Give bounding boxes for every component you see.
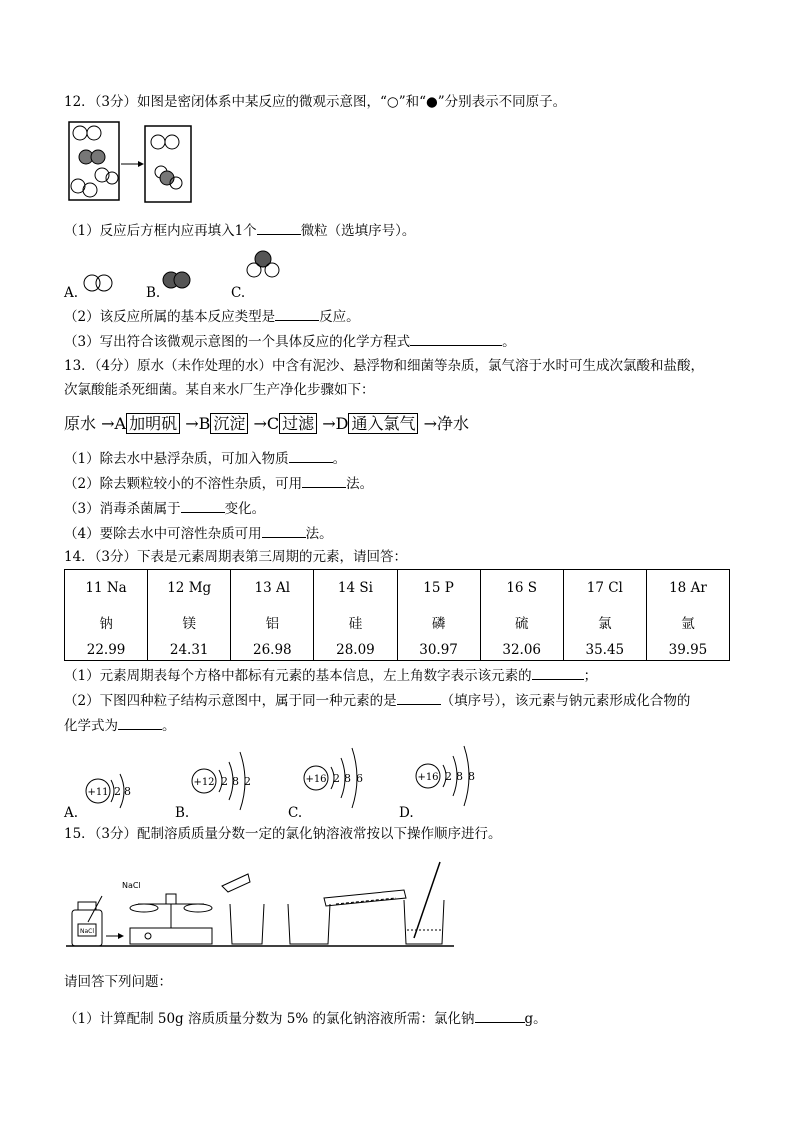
q13-sub3-end: 变化。 xyxy=(224,501,266,517)
q14-sub1-blank[interactable] xyxy=(532,667,584,680)
element-mass: 26.98 xyxy=(252,642,292,658)
element-name: 氩 xyxy=(681,616,695,632)
atom-c-shell-1: 2 xyxy=(333,772,340,785)
element-cell-p xyxy=(397,570,480,661)
flow-arrow: → xyxy=(185,414,199,433)
q12-sub1 xyxy=(64,222,415,239)
q13-sub4-text: （4）要除去水中可溶性杂质可用 xyxy=(64,526,262,542)
element-cell-ar xyxy=(646,570,729,661)
atom-d-shell-3: 8 xyxy=(468,770,475,783)
q12-option-c-label: C. xyxy=(231,285,246,301)
flow-label-b: B xyxy=(198,414,211,433)
flow-arrow: → xyxy=(253,414,267,433)
q12-sub2 xyxy=(64,308,360,325)
q14-sub2-text: （2）下图四种粒子结构示意图中，属于同一种元素的是 xyxy=(64,693,397,709)
q12-sub3 xyxy=(64,333,516,350)
element-cell-cl xyxy=(563,570,646,661)
q13-stem-line1: 13．（4分）原水（未作处理的水）中含有泥沙、悬浮物和细菌等杂质，氯气溶于水时可生成次氯酸和盐酸， xyxy=(64,358,705,374)
periodic-table-period-3 xyxy=(64,569,730,661)
q12-option-c-molecule xyxy=(244,248,284,280)
q12-sub1-blank[interactable] xyxy=(257,222,301,235)
atom-a-nucleus: +11 xyxy=(87,787,109,798)
q14-stem: 14．（3分）下表是元素周期表第三周期的元素，请回答： xyxy=(64,549,408,565)
atom-d-nucleus: +16 xyxy=(417,772,439,783)
q14-sub2-mid: （填序号），该元素与钠元素形成化合物的 xyxy=(440,693,691,709)
q13-sub1-blank[interactable] xyxy=(289,450,333,463)
q13-process-flow xyxy=(64,414,469,433)
flow-label-a: A xyxy=(114,414,127,433)
q13-sub3 xyxy=(64,500,265,517)
flow-step-d: 通入氯气 xyxy=(348,413,418,434)
element-mass: 35.45 xyxy=(585,642,625,658)
element-mass: 22.99 xyxy=(86,642,126,658)
q12-sub3-end: 。 xyxy=(502,334,516,350)
flow-label-d: D xyxy=(335,414,349,433)
q13-sub2-text: （2）除去颗粒较小的不溶性杂质，可用 xyxy=(64,476,303,492)
element-number-symbol: 17 Cl xyxy=(586,580,623,596)
atom-a-structure xyxy=(80,760,140,820)
q15-prompt: 请回答下列问题： xyxy=(64,974,172,990)
balance-nacl-label: NaCl xyxy=(122,881,141,890)
q13-sub2-end: 法。 xyxy=(346,476,374,492)
q12-sub3-blank[interactable] xyxy=(410,333,502,346)
q12-sub2-text: （2）该反应所属的基本反应类型是 xyxy=(64,309,276,325)
element-name: 氯 xyxy=(598,616,612,632)
atom-b-shell-1: 2 xyxy=(221,775,228,788)
q14-sub2 xyxy=(64,692,690,709)
q13-sub2-blank[interactable] xyxy=(302,475,346,488)
atom-d-shell-2: 8 xyxy=(456,770,463,783)
element-name: 钠 xyxy=(99,616,113,632)
element-name: 硅 xyxy=(348,616,363,632)
flow-arrow: → xyxy=(322,414,336,433)
q13-stem-line2: 次氯酸能杀死细菌。某自来水厂生产净化步骤如下： xyxy=(64,382,375,398)
q14-sub1-text: （1）元素周期表每个方格中都标有元素的基本信息，左上角数字表示该元素的 xyxy=(64,668,532,684)
q13-sub4 xyxy=(64,525,333,542)
atom-b-shell-2: 8 xyxy=(232,775,239,788)
q13-sub1-text: （1）除去水中悬浮杂质，可加入物质 xyxy=(64,451,289,467)
q12-option-a-label: A. xyxy=(64,285,79,301)
element-number-symbol: 15 P xyxy=(423,580,454,596)
element-mass: 39.95 xyxy=(668,642,708,658)
q12-sub2-end: 反应。 xyxy=(319,309,360,325)
element-mass: 32.06 xyxy=(502,642,542,658)
element-number-symbol: 11 Na xyxy=(85,580,127,596)
element-mass: 30.97 xyxy=(419,642,458,658)
atom-a-label: A. xyxy=(64,805,79,821)
q13-sub2 xyxy=(64,475,373,492)
atom-c-label: C. xyxy=(288,805,303,821)
element-name: 磷 xyxy=(431,616,446,632)
atom-b-label: B. xyxy=(175,805,190,821)
element-name: 硫 xyxy=(514,616,529,632)
flow-label-c: C xyxy=(266,414,280,433)
atom-c-shell-3: 6 xyxy=(356,772,363,785)
atom-b-nucleus: +12 xyxy=(193,777,215,788)
q14-sub2-line2 xyxy=(64,717,176,734)
flow-arrow: → xyxy=(423,414,437,433)
atom-c-shell-2: 8 xyxy=(344,772,351,785)
q12-stem: 12．（3分）如图是密闭体系中某反应的微观示意图，“○”和“●”分别表示不同原子。 xyxy=(64,94,567,110)
solution-preparation-diagram xyxy=(66,852,456,952)
flow-step-c: 过滤 xyxy=(279,413,317,434)
atom-b-structure xyxy=(188,748,264,820)
q14-sub2-blank[interactable] xyxy=(397,692,441,705)
q13-sub1 xyxy=(64,450,346,467)
atom-b-shell-3: 2 xyxy=(244,775,251,788)
q14-sub2-end: 。 xyxy=(162,718,176,734)
element-cell-s xyxy=(480,570,563,661)
q15-sub1 xyxy=(64,1010,547,1027)
flow-start: 原水 xyxy=(64,414,97,433)
element-number-symbol: 18 Ar xyxy=(669,580,707,596)
q12-option-b-molecule xyxy=(160,268,192,292)
q12-sub2-blank[interactable] xyxy=(275,308,319,321)
q12-sub3-text: （3）写出符合该微观示意图的一个具体反应的化学方程式 xyxy=(64,334,411,350)
q12-reaction-diagram xyxy=(66,120,196,206)
atom-d-shell-1: 2 xyxy=(445,770,452,783)
q13-sub4-blank[interactable] xyxy=(262,525,306,538)
q12-sub1-text: （1）反应后方框内应再填入1个 xyxy=(64,223,257,239)
flow-step-a: 加明矾 xyxy=(126,413,180,434)
table-row xyxy=(65,570,730,661)
q15-sub1-end: g。 xyxy=(524,1011,547,1027)
element-name: 镁 xyxy=(182,616,196,632)
element-number-symbol: 16 S xyxy=(506,580,538,596)
element-mass: 24.31 xyxy=(169,642,209,658)
atom-a-shell-1: 2 xyxy=(114,785,121,798)
flow-step-b: 沉淀 xyxy=(210,413,248,434)
flow-arrow: → xyxy=(101,414,115,433)
element-cell-na xyxy=(65,570,148,661)
q13-sub1-end: 。 xyxy=(332,451,347,467)
element-cell-al xyxy=(231,570,314,661)
q14-sub1-end: ； xyxy=(583,668,598,684)
q13-sub3-blank[interactable] xyxy=(181,500,225,513)
element-mass: 28.09 xyxy=(336,642,375,658)
element-cell-si xyxy=(314,570,397,661)
q14-sub1 xyxy=(64,667,597,684)
bottle-label: NaCl xyxy=(79,928,95,935)
element-name: 铝 xyxy=(265,616,280,632)
flow-end: 净水 xyxy=(436,414,469,433)
q15-sub1-blank[interactable] xyxy=(475,1010,525,1023)
atom-d-label: D. xyxy=(399,805,414,821)
element-number-symbol: 12 Mg xyxy=(167,580,212,596)
q12-sub1-end: 微粒（选填序号）。 xyxy=(300,223,416,239)
q13-sub3-text: （3）消毒杀菌属于 xyxy=(64,501,181,517)
q14-sub2-line2-text: 化学式为 xyxy=(64,718,118,734)
element-cell-mg xyxy=(148,570,231,661)
element-number-symbol: 13 Al xyxy=(254,580,291,596)
atom-c-nucleus: +16 xyxy=(305,774,327,785)
q13-sub4-end: 法。 xyxy=(305,526,333,542)
q12-option-a-molecule xyxy=(82,271,114,293)
atom-a-shell-2: 8 xyxy=(124,785,131,798)
atom-c-structure xyxy=(300,744,376,820)
atom-d-structure xyxy=(412,742,488,818)
element-number-symbol: 14 Si xyxy=(337,580,373,596)
q12-option-b-label: B. xyxy=(146,285,161,301)
q15-sub1-text: （1）计算配制 50g 溶质质量分数为 5% 的氯化钠溶液所需：氯化钠 xyxy=(64,1011,475,1027)
q15-stem: 15．（3分）配制溶质质量分数一定的氯化钠溶液常按以下操作顺序进行。 xyxy=(64,826,502,842)
q14-sub2-formula-blank[interactable] xyxy=(118,717,162,730)
